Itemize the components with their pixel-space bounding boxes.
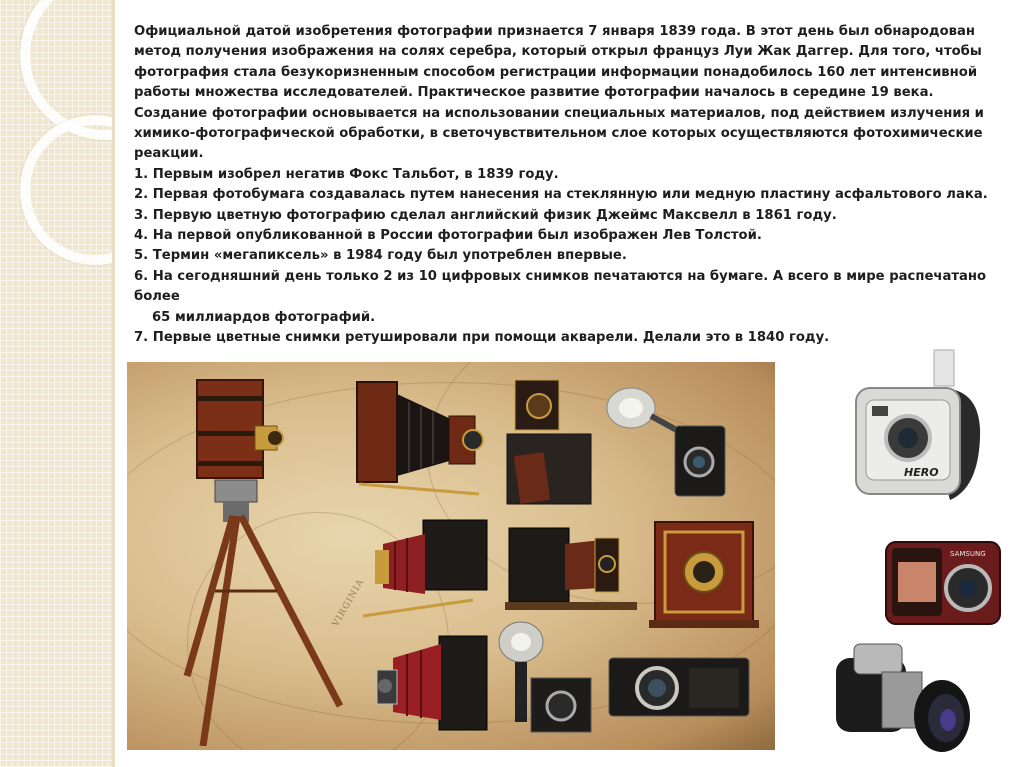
fact-1: 1. Первым изобрел негатив Фокс Тальбот, в 1839 году.	[134, 166, 559, 182]
box-camera-image	[499, 370, 599, 510]
hero-logo: HERO	[904, 466, 939, 479]
decorative-ring	[20, 115, 112, 265]
samsung-compact-camera-image	[884, 538, 1004, 630]
fact-6: 6. На сегодняшний день только 2 из 10 цифровых снимков печатаются на бумаге. А всего в мире распечатано более	[134, 268, 987, 305]
red-bellows-camera-image	[353, 514, 503, 634]
map-label: VIRGINIA	[331, 577, 367, 629]
folding-flash-camera-image	[603, 380, 743, 510]
dark-box-camera-image	[505, 518, 645, 618]
bellows-camera-image	[349, 372, 489, 502]
fact-7: 7. Первые цветные снимки ретушировали при помощи акварели. Делали это в 1840 году.	[134, 330, 830, 346]
fact-2: 2. Первая фотобумага создавалась путем нанесения на стеклянную или медную пластину асфальтового лака.	[134, 187, 988, 203]
decorative-side-strip	[0, 0, 112, 767]
strip-edge	[112, 0, 115, 767]
vintage-camera-collage	[127, 362, 775, 750]
slide-text	[134, 22, 994, 349]
gopro-hero-camera-image	[852, 348, 992, 508]
tripod-camera-image	[175, 376, 365, 746]
red-folding-camera-image	[363, 630, 493, 742]
fact-6-continued: 65 миллиардов фотографий.	[152, 309, 376, 325]
bridge-camera-image	[832, 640, 972, 760]
fact-5: 5. Термин «мегапиксель» в 1984 году был употреблен впервые.	[134, 248, 627, 264]
flash-press-camera-image	[491, 618, 601, 748]
folding-kodak-camera-image	[605, 648, 755, 728]
fact-4: 4. На первой опубликованной в России фотографии был изображен Лев Толстой.	[134, 228, 762, 244]
intro-paragraph: Официальной датой изобретения фотографии признается 7 января 1839 года. В этот день был обнародован метод получения изображения на солях серебра, который открыл француз Луи Жак Даггер. Для того, чтобы фотография стала безукоризненным способом регистрации информации понадобилось 160 лет интенсивной работы множества исследователей. Практическое развитие фотографии началось в середине 19 века. Создание фотографии основывается на использовании специальных материалов, под действием излучения и химико-фотографической обработки, в светочувствительном слое которых осуществляются фотохимические реакции.	[134, 24, 984, 162]
samsung-logo: SAMSUNG	[950, 550, 986, 558]
fact-3: 3. Первую цветную фотографию сделал английский физик Джеймс Максвелл в 1861 году.	[134, 207, 837, 223]
wooden-plate-camera-image	[649, 516, 759, 634]
